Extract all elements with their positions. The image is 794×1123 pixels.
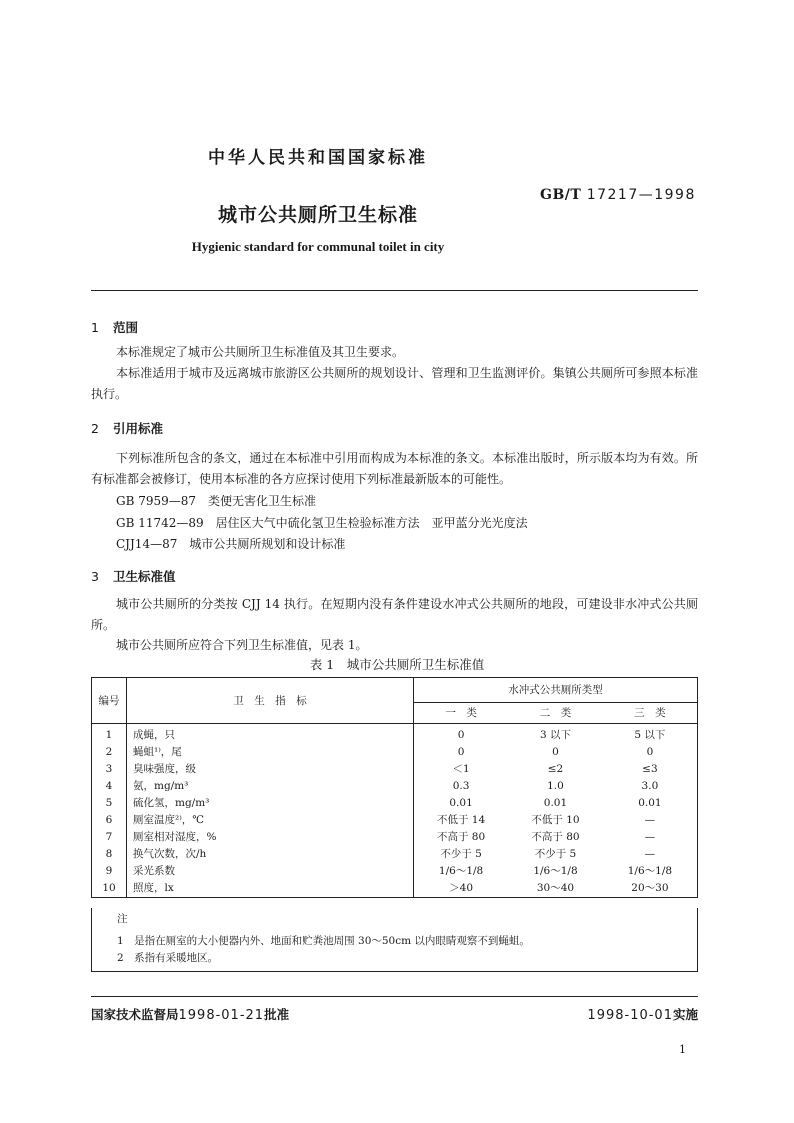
cell-number: 6 <box>92 812 127 829</box>
english-title: Hygienic standard for communal toilet in city <box>191 239 445 254</box>
table-row <box>92 724 698 745</box>
table-row <box>92 761 698 778</box>
header-toilet-type: 水冲式公共厕所类型 <box>414 678 698 703</box>
cell-class-1: ＞40 <box>414 880 509 898</box>
cell-class-1: 不少于 5 <box>440 848 482 860</box>
cell-class-2: 0 <box>552 746 559 758</box>
cell-indicator: 厕室温度²⁾，℃ <box>127 812 414 829</box>
section-number: 2 <box>91 421 99 436</box>
cell-indicator: 氨，mg/m³ <box>127 778 414 795</box>
cell-number: 4 <box>92 778 127 795</box>
header-class-3: 三 类 <box>603 703 698 724</box>
table-row <box>92 744 698 761</box>
cell-class-3: — <box>644 814 656 826</box>
paragraph: 城市公共厕所应符合下列卫生标准值，见表 1。 <box>116 638 368 652</box>
header-indicator: 卫 生 指 标 <box>127 678 414 724</box>
cell-class-3: ≤3 <box>642 763 658 775</box>
cell-class-1: ＜1 <box>452 763 470 775</box>
paragraph: 本标准规定了城市公共厕所卫生标准值及其卫生要求。 <box>116 345 405 359</box>
issuer: 国家技术监督局 <box>91 1007 179 1022</box>
hygiene-standard-table <box>91 677 698 898</box>
table-row <box>92 829 698 846</box>
header-class-2: 二 类 <box>508 703 603 724</box>
standard-code-number: 17217—1998 <box>586 187 696 203</box>
table-row <box>92 863 698 880</box>
table-notes <box>91 908 698 972</box>
cell-class-2: 3 以下 <box>539 729 571 741</box>
cell-indicator: 硫化氢，mg/m³ <box>127 795 414 812</box>
section-2-heading <box>91 419 163 437</box>
cell-number: 8 <box>92 846 127 863</box>
page-number: 1 <box>679 1043 686 1056</box>
section-number: 1 <box>91 320 99 335</box>
reference-item: GB 11742—89 居住区大气中硫化氢卫生检验标准方法 亚甲蓝分光光度法 <box>116 516 528 530</box>
footer-divider <box>91 996 698 997</box>
cell-class-2: 30～40 <box>508 880 603 898</box>
cell-class-3: 0 <box>646 746 654 758</box>
cell-class-1: 1/6～1/8 <box>438 865 484 877</box>
note-item: 2 系指有采暖地区。 <box>117 952 219 964</box>
paragraph: 城市公共厕所的分类按 CJJ 14 执行。在短期内没有条件建设水冲式公共厕所的地段，可建设非水冲式公共厕所。 <box>91 597 698 632</box>
cell-class-3: 0.01 <box>638 797 662 809</box>
cell-indicator: 采光系数 <box>127 863 414 880</box>
cell-indicator: 蝇蛆¹⁾，尾 <box>127 744 414 761</box>
cell-indicator: 臭味强度，级 <box>127 761 414 778</box>
cell-class-1: 0 <box>457 729 465 741</box>
cell-number: 3 <box>92 761 127 778</box>
section-title: 范围 <box>113 320 139 335</box>
implement-word: 实施 <box>672 1007 698 1022</box>
header-divider <box>91 290 698 291</box>
cell-class-3: 5 以下 <box>634 729 666 741</box>
cell-number: 1 <box>92 724 127 745</box>
cell-number: 2 <box>92 744 127 761</box>
cell-number: 9 <box>92 863 127 880</box>
section-title: 卫生标准值 <box>113 569 176 584</box>
notes-label: 注 <box>117 913 128 925</box>
cell-number: 7 <box>92 829 127 846</box>
table-caption: 表 1 城市公共厕所卫生标准值 <box>309 657 485 672</box>
cell-class-1: 0.3 <box>452 780 470 792</box>
cell-class-3: 3.0 <box>641 780 659 792</box>
cell-class-3: — <box>644 831 656 843</box>
reference-item: CJJ14—87 城市公共厕所规划和设计标准 <box>116 537 346 551</box>
cell-class-1: 不低于 14 <box>436 814 486 826</box>
paragraph: 下列标准所包含的条文，通过在本标准中引用而构成为本标准的条文。本标准出版时，所示版本均为有效。所有标准都会被修订，使用本标准的各方应探讨使用下列标准最新版本的可能性。 <box>91 451 698 486</box>
table-row <box>92 795 698 812</box>
cell-indicator: 换气次数，次/h <box>127 846 414 863</box>
paragraph: 本标准适用于城市及远离城市旅游区公共厕所的规划设计、管理和卫生监测评价。集镇公共厕所可参照本标准执行。 <box>91 366 698 401</box>
standard-code-prefix: GB/T <box>540 187 582 203</box>
national-standard-heading: 中华人民共和国国家标准 <box>208 148 428 168</box>
cell-class-2: 1.0 <box>547 780 564 792</box>
approval-line <box>91 1005 289 1023</box>
cell-number: 5 <box>92 795 127 812</box>
implementation-line <box>587 1005 698 1023</box>
implement-date: 1998-10-01 <box>587 1008 673 1023</box>
section-3-heading <box>91 567 176 585</box>
header-class-1: 一 类 <box>414 703 509 724</box>
approve-word: 批准 <box>264 1007 290 1022</box>
table-row <box>92 880 698 898</box>
cell-class-1: 不高于 80 <box>436 831 486 843</box>
reference-item: GB 7959—87 类便无害化卫生标准 <box>116 494 317 508</box>
section-1-heading <box>91 318 138 336</box>
header-number: 编号 <box>92 678 127 724</box>
section-number: 3 <box>91 569 99 584</box>
cell-class-2: 1/6～1/8 <box>533 865 578 877</box>
table-row <box>92 778 698 795</box>
cell-class-2: 0.01 <box>543 797 568 809</box>
cell-class-3: 1/6～1/8 <box>627 865 673 877</box>
cell-class-2: 不低于 10 <box>531 814 580 826</box>
cell-class-3: 20～30 <box>603 880 698 898</box>
section-title: 引用标准 <box>113 421 164 436</box>
note-item: 1 是指在厕室的大小便器内外、地面和贮粪池周围 30～50cm 以内眼睛观察不到蝇蛆。 <box>117 935 530 947</box>
cell-class-2: 不少于 5 <box>534 848 577 860</box>
table-row <box>92 812 698 829</box>
cell-indicator: 照度，lx <box>127 880 414 898</box>
cell-class-3: — <box>644 848 656 860</box>
cell-class-1: 0 <box>457 746 465 758</box>
cell-class-1: 0.01 <box>449 797 473 809</box>
cell-number: 10 <box>92 880 127 898</box>
table-row <box>92 846 698 863</box>
approve-date: 1998-01-21 <box>178 1008 265 1023</box>
cell-class-2: ≤2 <box>547 763 564 775</box>
document-title: 城市公共厕所卫生标准 <box>217 204 418 226</box>
cell-indicator: 厕室相对湿度，% <box>127 829 414 846</box>
cell-class-2: 不高于 80 <box>531 831 580 843</box>
cell-indicator: 成蝇，只 <box>127 724 414 745</box>
